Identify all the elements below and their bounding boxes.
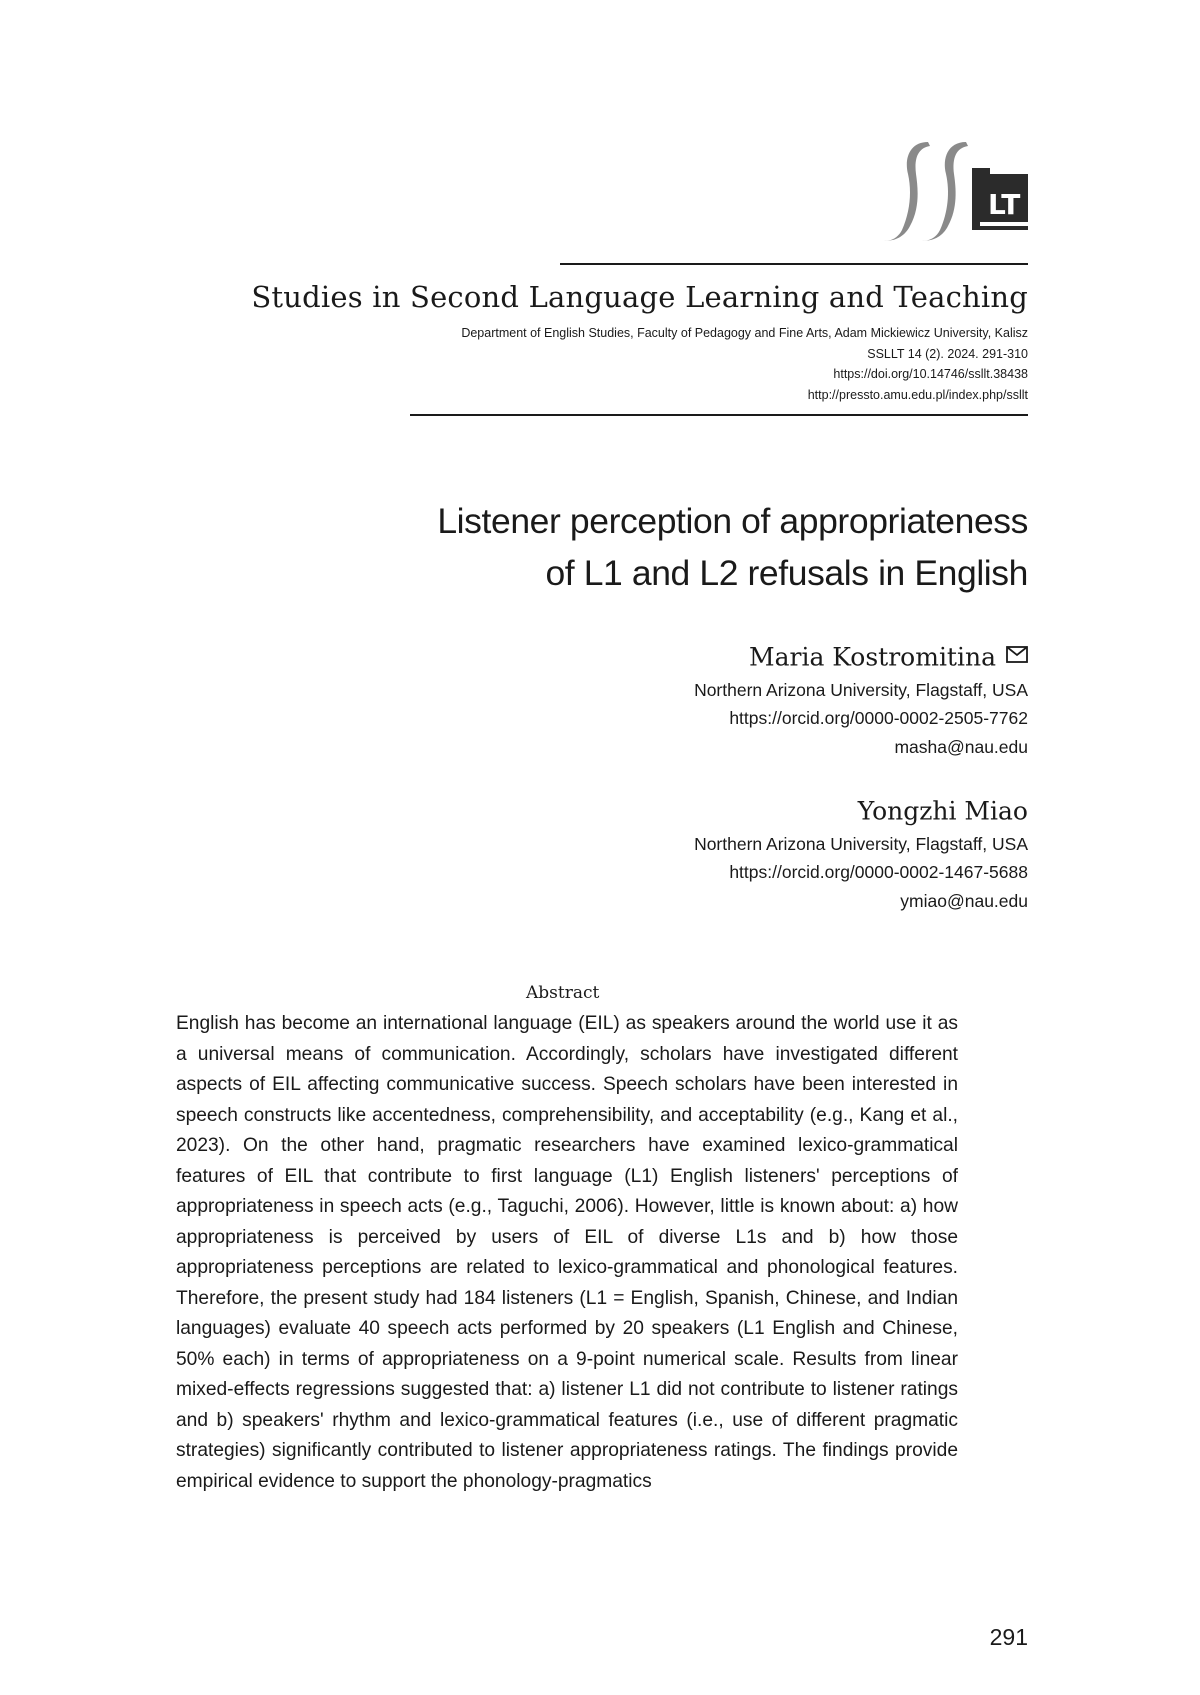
page-number: 291	[989, 1624, 1028, 1650]
author-name: Yongzhi Miao	[857, 796, 1028, 826]
author-name-row	[694, 792, 1028, 830]
abstract-text: English has become an international language (EIL) as speakers around the world use it as a universal means of communication. Accordingly, scholars have investigated different aspects of EIL affecting communicative success. Speech scholars have been interested in speech constructs like accentedness, comprehensibility, and acceptability (e.g., Kang et al., 2023). On the other hand, pragmatic researchers have examined lexico-grammatical features of EIL that contribute to first language (L1) English listeners' perceptions of appropriateness in speech acts (e.g., Taguchi, 2006). However, little is known about: a) how appropriateness is perceived by users of EIL of diverse L1s and b) how those appropriateness perceptions are related to lexico-grammatical and phonological features. Therefore, the present study had 184 listeners (L1 = English, Spanish, Chinese, and Indian languages) evaluate 40 speech acts performed by 20 speakers (L1 English and Chinese, 50% each) in terms of appropriateness on a 9-point numerical scale. Results from linear mixed-effects regressions suggested that: a) listener L1 did not contribute to listener ratings and b) speakers' rhythm and lexico-grammatical features (i.e., use of different pragmatic strategies) significantly contributed to listener appropriateness ratings. The findings provide empirical evidence to support the phonology-pragmatics	[176, 1013, 958, 1492]
header-rule-top	[560, 263, 1028, 265]
author-affiliation: Northern Arizona University, Flagstaff, USA	[694, 679, 1028, 700]
author-email[interactable]: ymiao@nau.edu	[900, 890, 1028, 911]
article-title-line-1: Listener perception of appropriateness	[437, 501, 1028, 541]
author-orcid[interactable]: https://orcid.org/0000-0002-1467-5688	[729, 862, 1028, 882]
header-rule-bottom	[410, 414, 1028, 416]
journal-title: Studies in Second Language Learning and Teaching	[251, 280, 1028, 314]
author-name: Maria Kostromitina	[749, 642, 996, 672]
journal-meta	[461, 323, 1028, 405]
author-email[interactable]: masha@nau.edu	[894, 736, 1028, 757]
svg-text:LT: LT	[988, 188, 1021, 221]
author-name-row	[694, 638, 1028, 676]
journal-department: Department of English Studies, Faculty of Pedagogy and Fine Arts, Adam Mickiewicz University, Kalisz	[461, 326, 1028, 340]
journal-citation: SSLLT 14 (2). 2024. 291-310	[867, 346, 1028, 361]
author-block-1	[694, 638, 1028, 761]
journal-doi[interactable]: https://doi.org/10.14746/ssllt.38438	[833, 367, 1028, 381]
journal-url[interactable]: http://pressto.amu.edu.pl/index.php/ssllt	[807, 387, 1028, 402]
author-block-2	[694, 792, 1028, 915]
article-title-line-2: of L1 and L2 refusals in English	[545, 553, 1028, 593]
article-title	[437, 495, 1028, 599]
envelope-icon[interactable]	[1006, 646, 1028, 663]
journal-logo	[880, 138, 1030, 248]
author-affiliation: Northern Arizona University, Flagstaff, USA	[694, 833, 1028, 854]
abstract-heading: Abstract	[526, 983, 600, 1003]
author-orcid[interactable]: https://orcid.org/0000-0002-2505-7762	[729, 708, 1028, 728]
